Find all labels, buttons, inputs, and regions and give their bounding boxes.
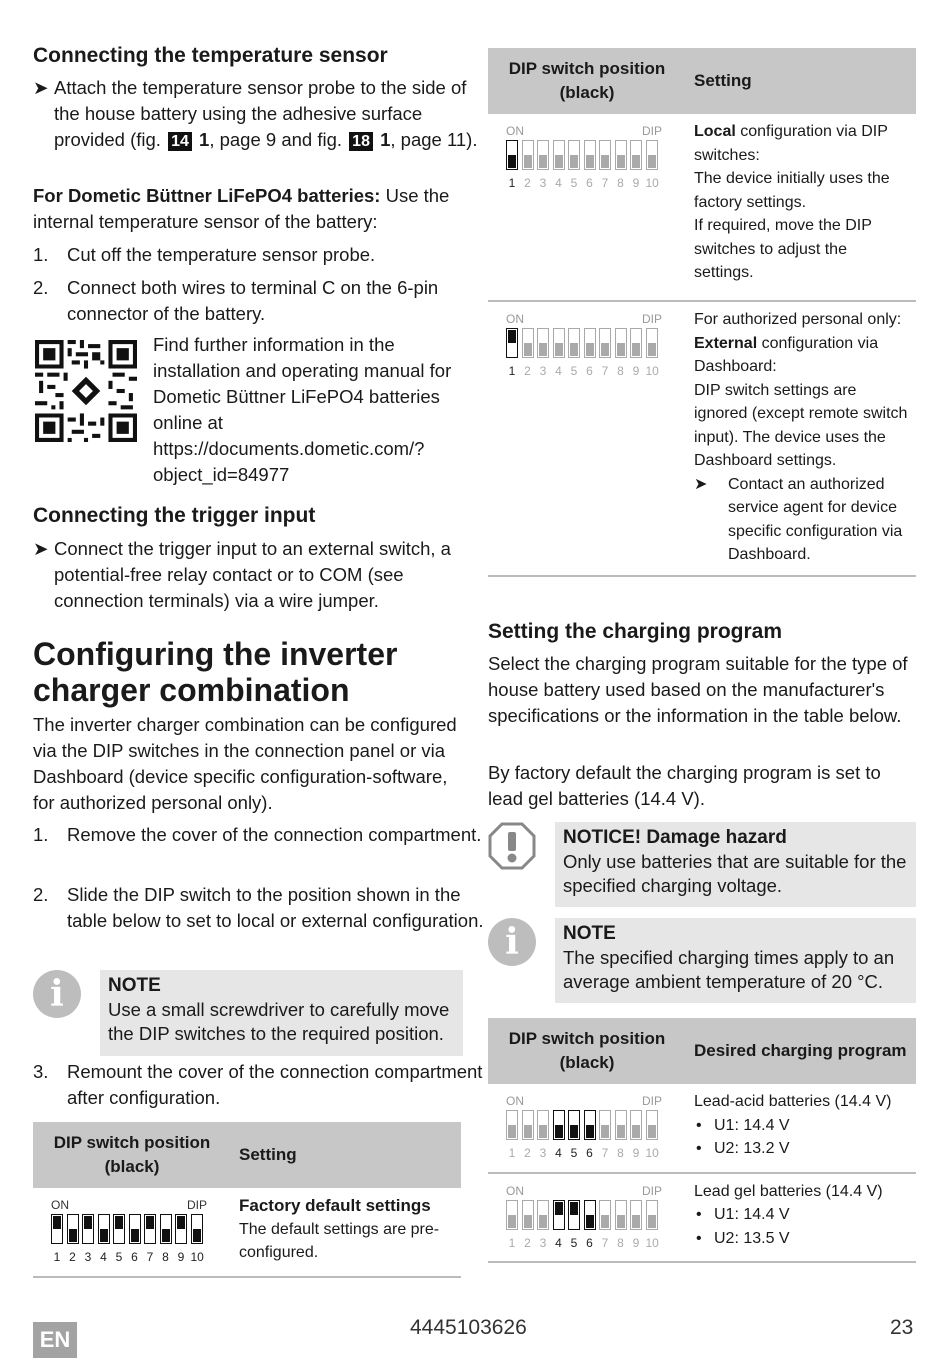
dip-cell bbox=[488, 114, 686, 301]
table-header: DIP switch position (black) bbox=[33, 1122, 231, 1188]
dip-switch-5 bbox=[568, 328, 580, 358]
dip-number: 6 bbox=[586, 364, 593, 378]
dip-switch-3 bbox=[537, 328, 549, 358]
dip-number: 10 bbox=[190, 1250, 204, 1264]
list-item: 1. Remove the cover of the connection compartment. bbox=[33, 824, 482, 845]
dip-switch-7 bbox=[144, 1214, 156, 1244]
dip-number: 1 bbox=[508, 176, 516, 190]
dip-switch-8 bbox=[615, 140, 627, 170]
list-item: 3. Remount the cover of the connection compartment after configuration. bbox=[33, 1061, 483, 1108]
note-box bbox=[488, 918, 916, 1003]
dip-switch-2 bbox=[67, 1214, 79, 1244]
config-table bbox=[488, 48, 916, 577]
factory-settings-table bbox=[33, 1122, 461, 1278]
dip-switch-1 bbox=[506, 328, 518, 358]
document-number: 4445103626 bbox=[410, 1316, 527, 1339]
dip-label: DIP bbox=[186, 1198, 207, 1212]
dip-number: 5 bbox=[570, 364, 578, 378]
table-header: DIP switch position (black) bbox=[488, 48, 686, 114]
dip-switch-3 bbox=[537, 1200, 549, 1230]
dip-on-label: ON bbox=[506, 1183, 524, 1198]
dip-switch-2 bbox=[522, 1110, 534, 1140]
table-header: DIP switch position (black) bbox=[488, 1018, 686, 1084]
info-icon: i bbox=[488, 918, 536, 966]
note-content bbox=[100, 970, 463, 1056]
dip-switch-4 bbox=[553, 1110, 565, 1140]
dashboard-step: ➤ Contact an authorized service agent for device specific configuration via Dashboard. bbox=[694, 473, 908, 567]
dip-number: 3 bbox=[539, 176, 547, 190]
dip-switch-10 bbox=[191, 1214, 203, 1244]
note-content bbox=[555, 918, 916, 1003]
dip-number: 7 bbox=[601, 364, 609, 378]
config-paragraph: The inverter charger combination can be configured via the DIP switches in the connection panel or via Dashboard (device specific configuration-software, for authorized personal only). bbox=[33, 714, 457, 813]
dip-number: 2 bbox=[69, 1250, 76, 1264]
dip-label: DIP bbox=[641, 1094, 662, 1108]
dip-switch-6 bbox=[129, 1214, 141, 1244]
dip-switch-4 bbox=[98, 1214, 110, 1244]
dip-switch-9 bbox=[630, 1110, 642, 1140]
charging-default-paragraph: By factory default the charging program is set to lead gel batteries (14.4 V). bbox=[488, 762, 881, 809]
dip-switch-6 bbox=[584, 1200, 596, 1230]
dip-number: 10 bbox=[645, 1235, 659, 1250]
dip-number: 6 bbox=[586, 176, 593, 190]
dip-label: DIP bbox=[641, 312, 662, 326]
table-cell: Lead-acid batteries (14.4 V) • U1: 14.4 V • U2: 13.2 V bbox=[686, 1084, 916, 1173]
dip-number: 4 bbox=[555, 364, 562, 378]
dip-number: 6 bbox=[586, 1235, 593, 1250]
dip-switch-2 bbox=[522, 1200, 534, 1230]
dip-switch-8 bbox=[615, 328, 627, 358]
dip-number: 4 bbox=[100, 1250, 107, 1264]
dip-switch-graphic bbox=[506, 1094, 662, 1166]
table-header: Desired charging program bbox=[686, 1018, 916, 1084]
notice-content bbox=[555, 822, 916, 907]
dip-cell bbox=[33, 1188, 231, 1277]
notice-title: NOTICE! Damage hazard bbox=[563, 827, 787, 848]
dip-switch-4 bbox=[553, 328, 565, 358]
dip-switch-graphic bbox=[506, 124, 662, 196]
table-cell: Local configuration via DIP switches: The device initially uses the factory settings. If required, move the DIP switches to adjust the settings. bbox=[686, 114, 916, 301]
dip-switch-7 bbox=[599, 1110, 611, 1140]
info-icon: i bbox=[33, 970, 81, 1018]
dip-number: 2 bbox=[524, 364, 531, 378]
warning-icon bbox=[488, 822, 536, 875]
dip-switch-6 bbox=[584, 1110, 596, 1140]
dip-switch-10 bbox=[646, 1200, 658, 1230]
dip-cell bbox=[488, 301, 686, 576]
dip-number: 9 bbox=[632, 1146, 640, 1160]
dip-switch-9 bbox=[630, 1200, 642, 1230]
note-text: Use a small screwdriver to carefully move the DIP switches to the required position. bbox=[108, 999, 450, 1044]
dip-number: 6 bbox=[131, 1250, 138, 1264]
table-cell: For authorized personal only: External configuration via Dashboard: DIP switch settings are ignored (except remote switch input). The device uses the Dashboard settings. ➤ Contact an authorized service agent for device specific configuration via Dashboard. bbox=[686, 301, 916, 576]
dip-number: 2 bbox=[524, 1235, 531, 1250]
temp-sensor-heading: Connecting the temperature sensor bbox=[33, 44, 388, 67]
charging-paragraph: Select the charging program suitable for the type of house battery used based on the manufacturer's specifications or the information in the table below. bbox=[488, 653, 908, 726]
dip-number: 5 bbox=[570, 176, 578, 190]
dip-switch-8 bbox=[160, 1214, 172, 1244]
dip-switch-8 bbox=[615, 1110, 627, 1140]
table-cell: Factory default settings The default settings are pre-configured. bbox=[231, 1188, 461, 1277]
dip-number: 8 bbox=[617, 1146, 624, 1160]
qr-code bbox=[35, 340, 137, 442]
arrow-icon: ➤ bbox=[33, 538, 49, 559]
note-title: NOTE bbox=[563, 923, 616, 944]
dip-switch-7 bbox=[599, 1200, 611, 1230]
arrow-icon: ➤ bbox=[694, 475, 708, 493]
dip-cell bbox=[488, 1084, 686, 1173]
list-item: 1. Cut off the temperature sensor probe. bbox=[33, 244, 376, 265]
note-text: The specified charging times apply to an average ambient temperature of 20 °C. bbox=[563, 947, 895, 992]
note-title: NOTE bbox=[108, 975, 161, 996]
dip-switch-1 bbox=[506, 140, 518, 170]
dip-number: 4 bbox=[555, 1146, 562, 1160]
dip-switch-9 bbox=[630, 328, 642, 358]
dip-switch-5 bbox=[568, 1110, 580, 1140]
dip-number: 4 bbox=[555, 176, 562, 190]
dip-switch-4 bbox=[553, 140, 565, 170]
dip-cell bbox=[488, 1173, 686, 1263]
notice-text: Only use batteries that are suitable for the specified charging voltage. bbox=[563, 851, 907, 896]
trigger-heading: Connecting the trigger input bbox=[33, 504, 316, 527]
dip-number: 3 bbox=[539, 364, 547, 378]
dip-switch-6 bbox=[584, 140, 596, 170]
dip-on-label: ON bbox=[51, 1198, 69, 1212]
dip-number: 9 bbox=[632, 364, 640, 378]
figure-ref: 14 bbox=[168, 132, 192, 151]
dip-number: 10 bbox=[645, 1146, 659, 1160]
dip-number: 5 bbox=[570, 1146, 578, 1160]
dip-switch-graphic bbox=[506, 1184, 662, 1256]
dip-on-label: ON bbox=[506, 124, 524, 138]
dip-switch-5 bbox=[113, 1214, 125, 1244]
dip-number: 9 bbox=[632, 1235, 640, 1250]
dip-switch-2 bbox=[522, 140, 534, 170]
dip-number: 8 bbox=[617, 1235, 624, 1250]
section-title: Configuring the inverter charger combination bbox=[33, 636, 398, 708]
dip-switch-1 bbox=[506, 1200, 518, 1230]
temp-sensor-step: ➤ Attach the temperature sensor probe to the side of the house battery using the adhesive surface provided (fig. 14 1, page 9 and fig. 18 1, page 11). bbox=[33, 77, 478, 150]
dip-number: 8 bbox=[617, 364, 624, 378]
page-number: 23 bbox=[890, 1316, 914, 1339]
dip-number: 7 bbox=[601, 176, 609, 190]
dip-number: 1 bbox=[508, 364, 516, 378]
dip-number: 4 bbox=[555, 1235, 562, 1250]
dip-switch-7 bbox=[599, 328, 611, 358]
dip-number: 3 bbox=[539, 1146, 547, 1160]
dip-switch-6 bbox=[584, 328, 596, 358]
figure-ref: 18 bbox=[349, 132, 373, 151]
note-box bbox=[33, 970, 463, 1056]
dip-number: 8 bbox=[617, 176, 624, 190]
dip-number: 2 bbox=[524, 1146, 531, 1160]
dip-switch-1 bbox=[51, 1214, 63, 1244]
dip-on-label: ON bbox=[506, 312, 524, 326]
dip-switch-graphic bbox=[506, 312, 662, 384]
dip-number: 3 bbox=[84, 1250, 92, 1264]
dip-switch-2 bbox=[522, 328, 534, 358]
dip-number: 10 bbox=[645, 364, 659, 378]
dip-label: DIP bbox=[641, 124, 662, 138]
dip-number: 1 bbox=[53, 1250, 61, 1264]
dip-switch-8 bbox=[615, 1200, 627, 1230]
list-item: 2. Slide the DIP switch to the position shown in the table below to set to local or external configuration. bbox=[33, 884, 484, 931]
dip-number: 8 bbox=[162, 1250, 169, 1264]
dip-switch-4 bbox=[553, 1200, 565, 1230]
dip-switch-9 bbox=[630, 140, 642, 170]
table-header: Setting bbox=[686, 48, 916, 114]
dip-number: 7 bbox=[146, 1250, 154, 1264]
trigger-step: ➤ Connect the trigger input to an external switch, a potential-free relay contact or to COM (see connection terminals) via a wire jumper. bbox=[33, 538, 451, 611]
list-item: 2. Connect both wires to terminal C on the 6-pin connector of the battery. bbox=[33, 277, 439, 324]
dip-label: DIP bbox=[641, 1183, 662, 1198]
dip-number: 10 bbox=[645, 176, 659, 190]
dip-switch-3 bbox=[537, 1110, 549, 1140]
dip-number: 2 bbox=[524, 176, 531, 190]
dip-switch-5 bbox=[568, 140, 580, 170]
dip-switch-10 bbox=[646, 140, 658, 170]
dip-number: 7 bbox=[601, 1146, 609, 1160]
dip-number: 9 bbox=[177, 1250, 185, 1264]
dip-number: 7 bbox=[601, 1235, 609, 1250]
language-badge: EN bbox=[33, 1322, 77, 1358]
dip-switch-9 bbox=[175, 1214, 187, 1244]
charging-heading: Setting the charging program bbox=[488, 620, 783, 643]
qr-info-text: Find further information in the installation and operating manual for Dometic Büttner LiFePO4 batteries online at https://documents.dometic.com/?object_id=84977 bbox=[153, 334, 452, 485]
table-header: Setting bbox=[231, 1122, 461, 1188]
dip-number: 1 bbox=[508, 1146, 516, 1160]
dip-number: 5 bbox=[570, 1235, 578, 1250]
dometic-paragraph: For Dometic Büttner LiFePO4 batteries: Use the internal temperature sensor of the battery: bbox=[33, 185, 450, 232]
dip-switch-1 bbox=[506, 1110, 518, 1140]
dip-switch-10 bbox=[646, 328, 658, 358]
dip-switch-graphic bbox=[51, 1198, 207, 1270]
dip-number: 1 bbox=[508, 1235, 516, 1250]
dip-number: 9 bbox=[632, 176, 640, 190]
notice-box bbox=[488, 822, 916, 907]
dip-number: 3 bbox=[539, 1235, 547, 1250]
dip-number: 6 bbox=[586, 1146, 593, 1160]
table-cell: Lead gel batteries (14.4 V) • U1: 14.4 V • U2: 13.5 V bbox=[686, 1173, 916, 1263]
dip-switch-10 bbox=[646, 1110, 658, 1140]
dip-switch-3 bbox=[537, 140, 549, 170]
dip-switch-3 bbox=[82, 1214, 94, 1244]
dip-number: 5 bbox=[115, 1250, 123, 1264]
dip-on-label: ON bbox=[506, 1094, 524, 1108]
arrow-icon: ➤ bbox=[33, 77, 49, 98]
dip-switch-7 bbox=[599, 140, 611, 170]
dip-switch-5 bbox=[568, 1200, 580, 1230]
charging-table bbox=[488, 1018, 916, 1263]
